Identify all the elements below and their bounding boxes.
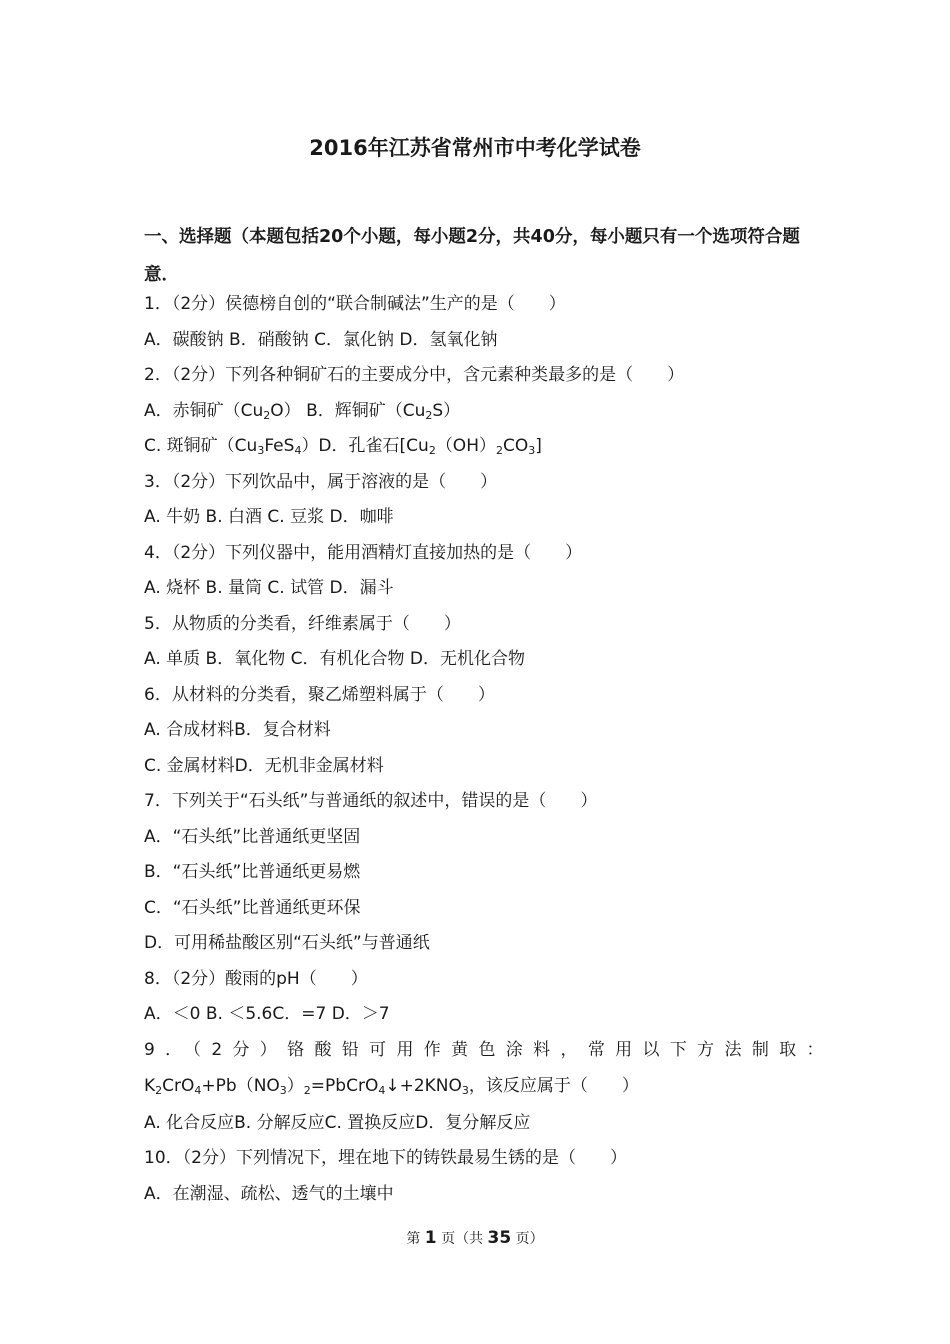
- question-9-equation: $K_2CrO_4+Pb(NO_3)_2=PbCrO_4↓+2KNO_3$，该反应属于（ ）: [144, 1076, 639, 1097]
- question-9: 9．（2分）铬酸铅可用作黄色涂料，常用以下方法制取：: [144, 1040, 824, 1060]
- question-10-option-a: A．在潮湿、疏松、透气的土壤中: [144, 1184, 394, 1204]
- question-5: 5．从物质的分类看，纤维素属于（ ）: [144, 614, 461, 634]
- question-4: 4．（2分）下列仪器中，能用酒精灯直接加热的是（ ）: [144, 543, 583, 563]
- question-2-options-ab: A．赤铜矿$(Cu_2O)$ B．辉铜矿$(Cu_2S)$: [144, 401, 461, 422]
- question-7-option-a: A．“石头纸”比普通纸更坚固: [144, 827, 361, 847]
- question-7-option-c: C．“石头纸”比普通纸更环保: [144, 898, 361, 918]
- section-heading: 一、选择题（本题包括20个小题，每小题2分，共40分，每小题只有一个选项符合题意．: [144, 227, 800, 285]
- question-3: 3．（2分）下列饮品中，属于溶液的是（ ）: [144, 472, 498, 492]
- question-6-options-ab: A. 合成材料B．复合材料: [144, 720, 331, 740]
- question-7-option-b: B．“石头纸”比普通纸更易燃: [144, 862, 361, 882]
- question-5-options: A. 单质 B．氧化物 C．有机化合物 D．无机化合物: [144, 649, 525, 669]
- question-8-options: A．＜0 B. ＜5.6C．=7 D．＞7: [144, 1004, 390, 1024]
- question-7-option-d: D．可用稀盐酸区别“石头纸”与普通纸: [144, 933, 430, 953]
- question-9-options: A. 化合反应B. 分解反应C. 置换反应D．复分解反应: [144, 1113, 531, 1133]
- question-6-options-cd: C. 金属材料D．无机非金属材料: [144, 756, 384, 776]
- question-10: 10．（2分）下列情况下，埋在地下的铸铁最易生锈的是（ ）: [144, 1148, 627, 1168]
- page-title: 2016年江苏省常州市中考化学试卷: [309, 136, 641, 160]
- current-page-number: 1: [424, 1228, 437, 1248]
- question-8: 8．（2分）酸雨的pH（ ）: [144, 969, 368, 989]
- question-3-options: A. 牛奶 B. 白酒 C. 豆浆 D．咖啡: [144, 507, 394, 527]
- total-page-count: 35: [487, 1228, 512, 1248]
- question-1-options: A．碳酸钠 B．硝酸钠 C．氯化钠 D．氢氧化钠: [144, 330, 498, 350]
- question-2-options-cd: C. 斑铜矿$(Cu_3FeS_4)D$．孔雀石$[Cu_2(OH)_2CO_3]$: [144, 436, 542, 457]
- question-1: 1．（2分）侯德榜自创的“联合制碱法”生产的是（ ）: [144, 294, 566, 314]
- question-6: 6．从材料的分类看，聚乙烯塑料属于（ ）: [144, 685, 495, 705]
- question-2: 2．（2分）下列各种铜矿石的主要成分中，含元素种类最多的是（ ）: [144, 365, 685, 385]
- question-4-options: A. 烧杯 B. 量筒 C. 试管 D．漏斗: [144, 578, 394, 598]
- page-footer: 第 1 页（共 35 页）: [406, 1228, 544, 1248]
- question-7: 7．下列关于“石头纸”与普通纸的叙述中，错误的是（ ）: [144, 791, 598, 811]
